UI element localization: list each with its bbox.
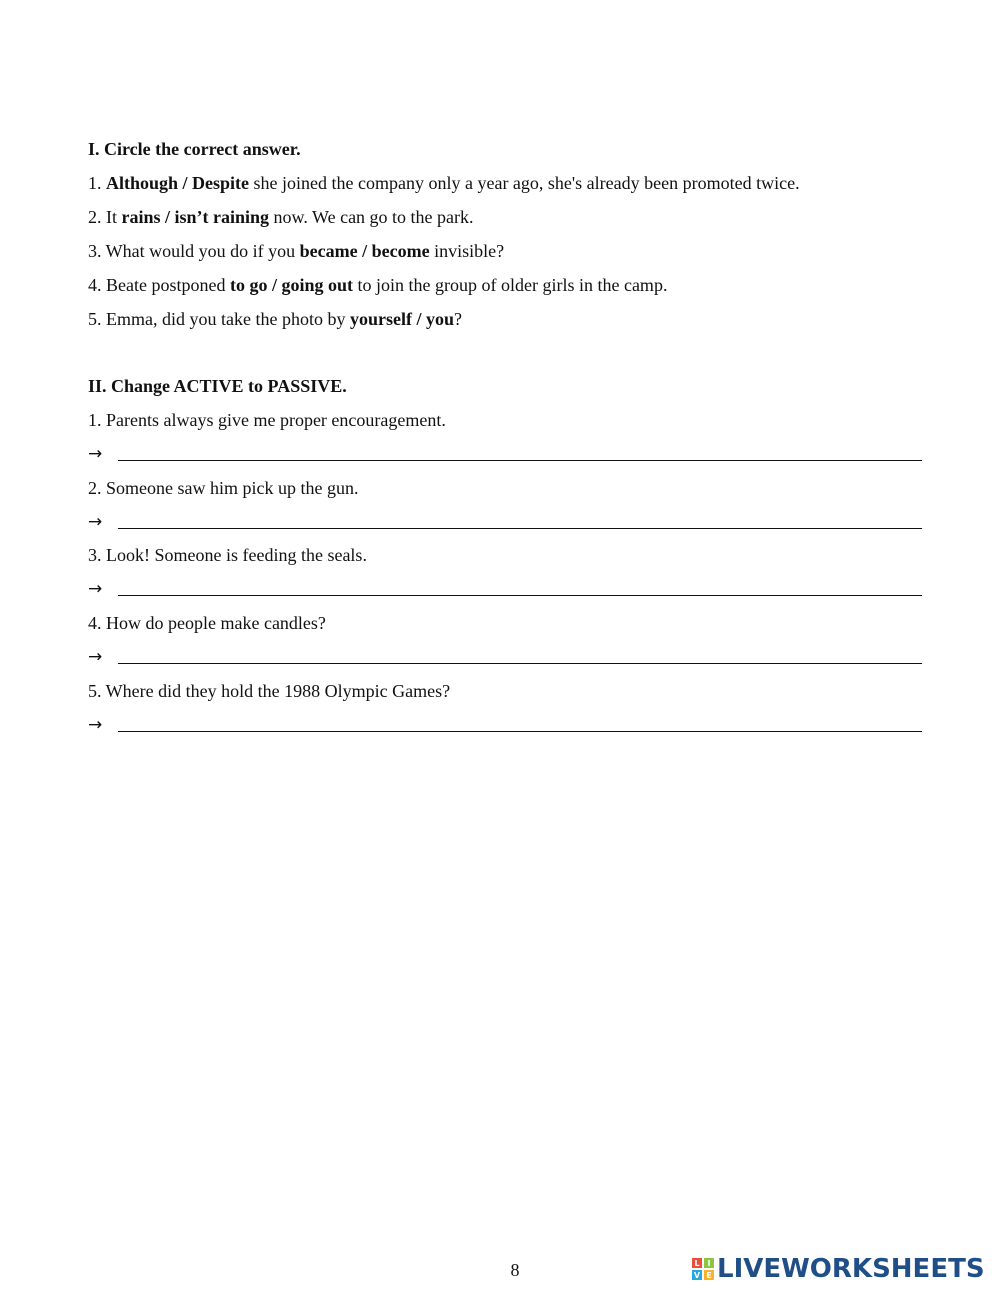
answer-choice[interactable]: Although / Despite <box>106 173 250 193</box>
page-number: 8 <box>510 1260 520 1280</box>
question-item: 5. Emma, did you take the photo by yourself / you? <box>88 309 462 329</box>
question-item: 2. It rains / isn’t raining now. We can go to the park. <box>88 207 474 227</box>
answer-line <box>88 443 922 465</box>
logo-tile: V <box>693 1270 701 1280</box>
answer-input[interactable] <box>118 581 922 596</box>
question-item: 4. Beate postponed to go / going out to join the group of older girls in the camp. <box>88 275 668 295</box>
question-item: 1. Parents always give me proper encouragement. <box>88 410 446 430</box>
answer-line <box>88 646 922 668</box>
answer-input[interactable] <box>118 446 922 461</box>
answer-input[interactable] <box>118 717 922 732</box>
answer-choice[interactable]: to go / going out <box>229 275 353 295</box>
logo-tile: L <box>692 1258 702 1268</box>
answer-choice[interactable]: became / become <box>299 241 430 261</box>
answer-choice[interactable]: yourself / you <box>349 309 454 329</box>
section1-heading: I. Circle the correct answer. <box>88 139 301 159</box>
answer-input[interactable] <box>118 514 922 529</box>
brand-name: LIVEWORKSHEETS <box>717 1254 985 1284</box>
arrow-icon: → <box>88 579 103 599</box>
arrow-icon: → <box>88 512 103 532</box>
answer-line <box>88 511 922 533</box>
question-item: 4. How do people make candles? <box>88 613 326 633</box>
logo-tile: I <box>704 1258 714 1268</box>
question-item: 5. Where did they hold the 1988 Olympic Games? <box>88 681 451 701</box>
question-item: 3. What would you do if you became / become invisible? <box>88 241 505 261</box>
question-item: 3. Look! Someone is feeding the seals. <box>88 545 367 565</box>
answer-line <box>88 578 922 600</box>
question-item: 2. Someone saw him pick up the gun. <box>88 478 359 498</box>
arrow-icon: → <box>88 715 103 735</box>
arrow-icon: → <box>88 647 103 667</box>
arrow-icon: → <box>88 444 103 464</box>
answer-choice[interactable]: rains / isn’t raining <box>121 207 270 227</box>
logo-tiles-icon <box>692 1258 714 1280</box>
answer-line <box>88 714 922 736</box>
question-item: 1. Although / Despite she joined the company only a year ago, she's already been promoted twice. <box>88 173 800 193</box>
liveworksheets-logo <box>692 1254 985 1284</box>
answer-input[interactable] <box>118 649 922 664</box>
logo-tile: E <box>704 1270 714 1280</box>
section2-heading: II. Change ACTIVE to PASSIVE. <box>88 376 347 396</box>
